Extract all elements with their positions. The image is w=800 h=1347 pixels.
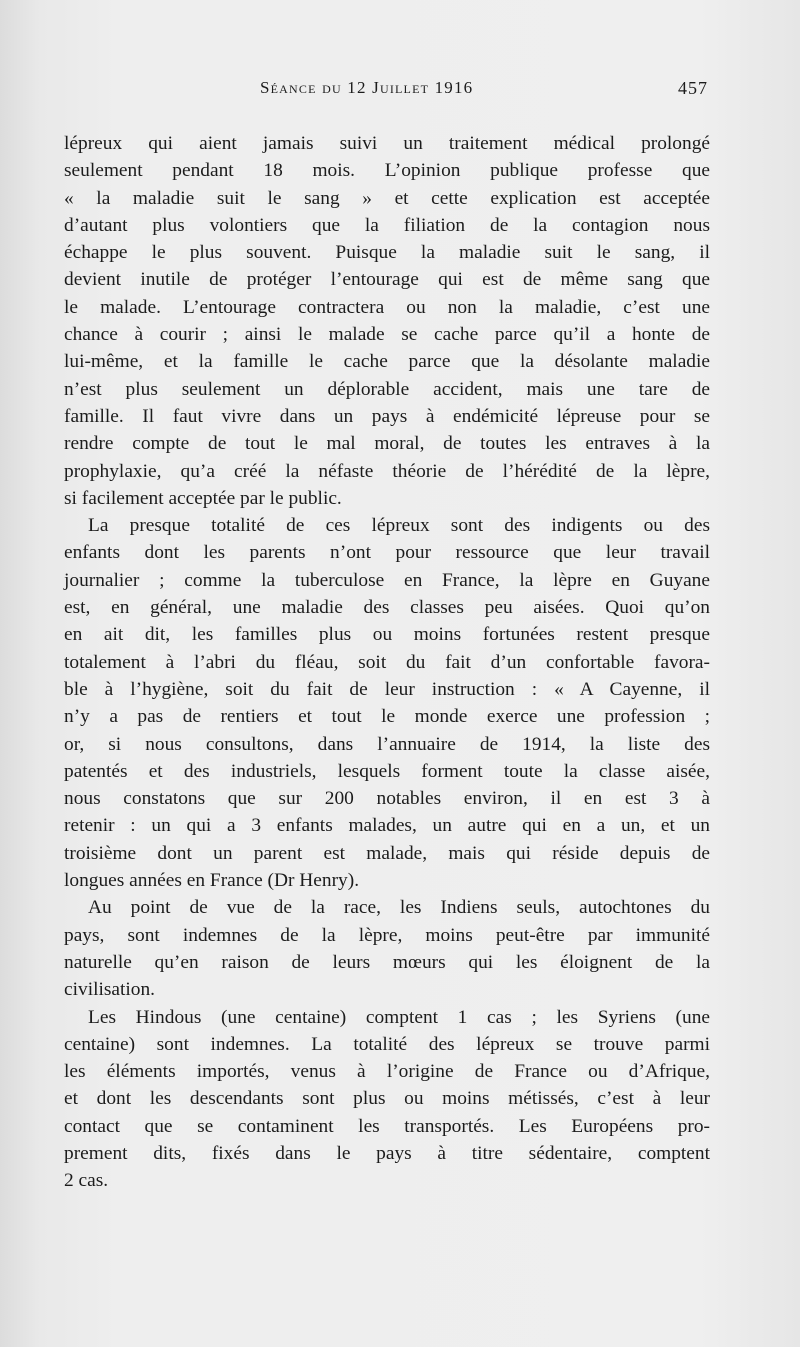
text-line: contact que se contaminent les transportés. Les Européens pro- <box>64 1115 710 1137</box>
text-line: troisième dont un parent est malade, mais qui réside depuis de <box>64 842 710 864</box>
text-line: or, si nous consultons, dans l’annuaire de 1914, la liste des <box>64 733 710 755</box>
text-line: chance à courir ; ainsi le malade se cache parce qu’il a honte de <box>64 324 710 346</box>
text-line: enfants dont les parents n’ont pour ressource que leur travail <box>64 542 710 564</box>
text-line: si facilement acceptée par le public. <box>64 487 342 509</box>
text-line: Au point de vue de la race, les Indiens seuls, autochtones du <box>88 897 710 919</box>
page-header <box>64 78 708 108</box>
text-line: rendre compte de tout le mal moral, de toutes les entraves à la <box>64 433 710 455</box>
text-line: prophylaxie, qu’a créé la néfaste théorie de l’hérédité de la lèpre, <box>64 460 710 482</box>
text-line: retenir : un qui a 3 enfants malades, un autre qui en a un, et un <box>64 815 710 837</box>
text-line: civilisation. <box>64 979 156 1001</box>
text-line: Les Hindous (une centaine) comptent 1 cas ; les Syriens (une <box>88 1006 710 1028</box>
text-line: d’autant plus volontiers que la filiation de la contagion nous <box>64 214 710 236</box>
text-line: prement dits, fixés dans le pays à titre sédentaire, comptent <box>64 1142 710 1164</box>
text-line: n’y a pas de rentiers et tout le monde exerce une profession ; <box>64 706 710 728</box>
text-line: 2 cas. <box>64 1170 109 1192</box>
text-line: ble à l’hygiène, soit du fait de leur instruction : « A Cayenne, il <box>64 678 710 700</box>
text-line: lépreux qui aient jamais suivi un traitement médical prolongé <box>64 133 710 154</box>
text-line: le malade. L’entourage contractera ou non la maladie, c’est une <box>64 296 710 318</box>
running-title: Séance du 12 Juillet 1916 <box>260 78 474 97</box>
paragraph <box>64 130 710 512</box>
text-line: longues années en France (Dr Henry). <box>64 870 360 892</box>
paragraph <box>64 512 710 894</box>
text-line: patentés et des industriels, lesquels forment toute la classe aisée, <box>64 760 710 782</box>
text-line: est, en général, une maladie des classes peu aisées. Quoi qu’on <box>64 597 710 619</box>
text-line: pays, sont indemnes de la lèpre, moins peut-être par immunité <box>64 924 710 946</box>
paragraph <box>64 894 710 1003</box>
text-line: centaine) sont indemnes. La totalité des lépreux se trouve parmi <box>64 1033 710 1055</box>
text-line: n’est plus seulement un déplorable accident, mais une tare de <box>64 378 710 400</box>
text-line: nous constatons que sur 200 notables environ, il en est 3 à <box>64 788 710 810</box>
text-line: échappe le plus souvent. Puisque la maladie suit le sang, il <box>64 242 710 264</box>
body-text <box>64 130 710 1195</box>
text-line: famille. Il faut vivre dans un pays à endémicité lépreuse pour se <box>64 405 710 427</box>
text-line: devient inutile de protéger l’entourage qui est de même sang que <box>64 269 710 291</box>
text-line: totalement à l’abri du fléau, soit du fait d’un confortable favora- <box>64 651 710 673</box>
text-line: et dont les descendants sont plus ou moins métissés, c’est à leur <box>64 1088 710 1110</box>
text-line: lui-même, et la famille le cache parce que la désolante maladie <box>64 351 710 373</box>
text-line: journalier ; comme la tuberculose en France, la lèpre en Guyane <box>64 569 710 591</box>
text-line: La presque totalité de ces lépreux sont des indigents ou des <box>88 515 710 537</box>
text-line: seulement pendant 18 mois. L’opinion publique professe que <box>64 160 710 182</box>
text-line: en ait dit, les familles plus ou moins fortunées restent presque <box>64 624 710 646</box>
paragraph <box>64 1004 710 1195</box>
page-number: 457 <box>678 78 708 98</box>
text-line: les éléments importés, venus à l’origine de France ou d’Afrique, <box>64 1061 710 1083</box>
text-line: « la maladie suit le sang » et cette explication est acceptée <box>64 187 710 209</box>
text-line: naturelle qu’en raison de leurs mœurs qui les éloignent de la <box>64 951 710 973</box>
